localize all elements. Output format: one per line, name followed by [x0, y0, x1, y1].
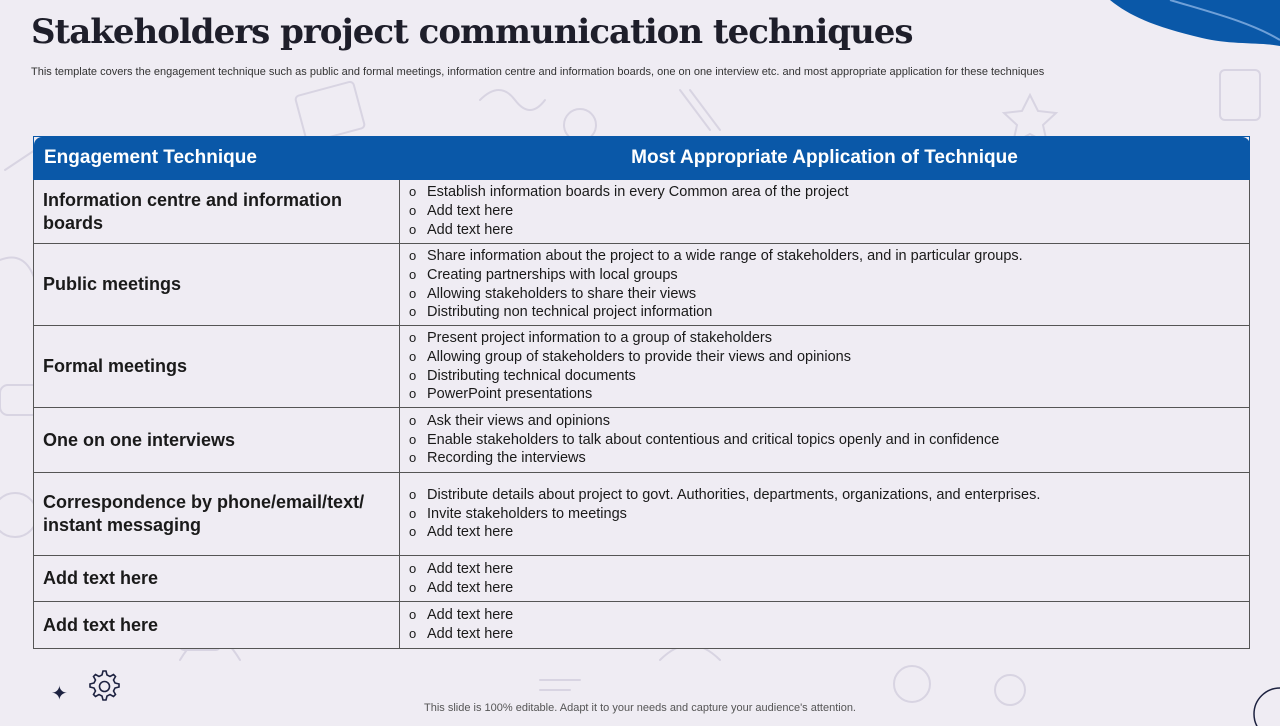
list-item-text: Enable stakeholders to talk about contentious and critical topics openly and in confidence	[427, 431, 1000, 448]
list-item-text: Present project information to a group of stakeholders	[427, 330, 772, 347]
application-list	[409, 606, 1240, 643]
column-header-application: Most Appropriate Application of Technique	[400, 137, 1250, 180]
application-cell	[400, 326, 1250, 408]
list-item-text: Invite stakeholders to meetings	[427, 505, 627, 522]
bullet-marker: o	[409, 412, 417, 428]
column-header-technique: Engagement Technique	[34, 137, 400, 180]
list-item	[409, 183, 1240, 202]
list-item	[409, 303, 1240, 322]
table-row	[34, 326, 1250, 408]
bullet-marker: o	[409, 386, 417, 402]
technique-cell: One on one interviews	[34, 408, 400, 473]
bullet-marker: o	[409, 248, 417, 264]
application-cell	[400, 602, 1250, 649]
table-row	[34, 408, 1250, 473]
list-item-text: Add text here	[427, 579, 514, 596]
list-item-text: Add text here	[427, 524, 514, 541]
application-cell	[400, 556, 1250, 602]
bullet-marker: o	[409, 560, 417, 576]
list-item-text: Ask their views and opinions	[427, 412, 610, 429]
page-subtitle: This template covers the engagement technique such as public and formal meetings, information centre and information boards, one on one interview etc. and most appropriate application for these techniques	[31, 66, 1045, 78]
list-item-text: Add text here	[427, 626, 514, 642]
bullet-marker: o	[409, 450, 417, 466]
list-item-text: Share information about the project to a wide range of stakeholders, and in particular groups.	[427, 248, 1023, 265]
application-cell	[400, 180, 1250, 244]
list-item	[409, 579, 1240, 598]
technique-cell: Formal meetings	[34, 326, 400, 408]
bullet-marker: o	[409, 431, 417, 447]
technique-cell: Information centre and information boards	[34, 180, 400, 244]
list-item-text: Add text here	[427, 607, 514, 624]
list-item	[409, 523, 1240, 542]
gear-icon	[86, 668, 120, 702]
bullet-marker: o	[409, 203, 417, 219]
corner-wave-decoration	[1110, 0, 1280, 70]
list-item-text: Allowing stakeholders to share their views	[427, 285, 697, 302]
bullet-marker: o	[409, 607, 417, 623]
application-list	[409, 412, 1240, 468]
application-list	[409, 183, 1240, 239]
list-item	[409, 247, 1240, 266]
table-row	[34, 244, 1250, 326]
list-item-text: Distributing technical documents	[427, 367, 636, 384]
footer-note: This slide is 100% editable. Adapt it to your needs and capture your audience's attention.	[424, 702, 856, 714]
table-row	[34, 556, 1250, 602]
application-cell	[400, 473, 1250, 556]
bullet-marker: o	[409, 486, 417, 502]
bullet-marker: o	[409, 505, 417, 521]
table-row	[34, 602, 1250, 649]
list-item	[409, 202, 1240, 221]
technique-cell: Add text here	[34, 602, 400, 649]
list-item	[409, 367, 1240, 386]
list-item	[409, 560, 1240, 579]
list-item	[409, 486, 1240, 505]
technique-cell: Correspondence by phone/email/text/ instant messaging	[34, 473, 400, 556]
list-item	[409, 329, 1240, 348]
list-item	[409, 505, 1240, 524]
list-item	[409, 385, 1240, 404]
technique-cell: Public meetings	[34, 244, 400, 326]
list-item-text: PowerPoint presentations	[427, 386, 593, 403]
sparkle-icon: ✦	[51, 683, 68, 705]
list-item	[409, 431, 1240, 450]
bullet-marker: o	[409, 285, 417, 301]
bullet-marker: o	[409, 524, 417, 540]
bullet-marker: o	[409, 221, 417, 237]
table-body	[34, 180, 1250, 649]
list-item	[409, 412, 1240, 431]
application-cell	[400, 408, 1250, 473]
list-item-text: Add text here	[427, 221, 514, 238]
application-list	[409, 560, 1240, 597]
table-row	[34, 473, 1250, 556]
list-item	[409, 606, 1240, 625]
bullet-marker: o	[409, 367, 417, 383]
application-list	[409, 247, 1240, 322]
list-item	[409, 449, 1240, 468]
list-item-text: Establish information boards in every Common area of the project	[427, 184, 849, 201]
techniques-table	[33, 136, 1249, 649]
list-item	[409, 266, 1240, 285]
list-item	[409, 221, 1240, 240]
list-item-text: Allowing group of stakeholders to provide their views and opinions	[427, 348, 851, 365]
bullet-marker: o	[409, 266, 417, 282]
bullet-marker: o	[409, 304, 417, 320]
bullet-marker: o	[409, 579, 417, 595]
bullet-marker: o	[409, 348, 417, 364]
list-item	[409, 285, 1240, 304]
list-item-text: Distribute details about project to govt. Authorities, departments, organizations, and enterprises.	[427, 486, 1041, 503]
list-item-text: Add text here	[427, 560, 514, 577]
list-item	[409, 348, 1240, 367]
bullet-marker: o	[409, 184, 417, 200]
application-list	[409, 486, 1240, 542]
list-item	[409, 625, 1240, 644]
list-item-text: Creating partnerships with local groups	[427, 266, 678, 283]
application-cell	[400, 244, 1250, 326]
page-title: Stakeholders project communication techniques	[31, 12, 913, 52]
bullet-marker: o	[409, 330, 417, 346]
list-item-text: Distributing non technical project information	[427, 304, 713, 321]
list-item-text: Add text here	[427, 203, 514, 220]
list-item-text: Recording the interviews	[427, 450, 586, 467]
technique-cell: Add text here	[34, 556, 400, 602]
bullet-marker: o	[409, 626, 417, 641]
table-row	[34, 180, 1250, 244]
application-list	[409, 329, 1240, 404]
table-header-row	[34, 137, 1250, 180]
